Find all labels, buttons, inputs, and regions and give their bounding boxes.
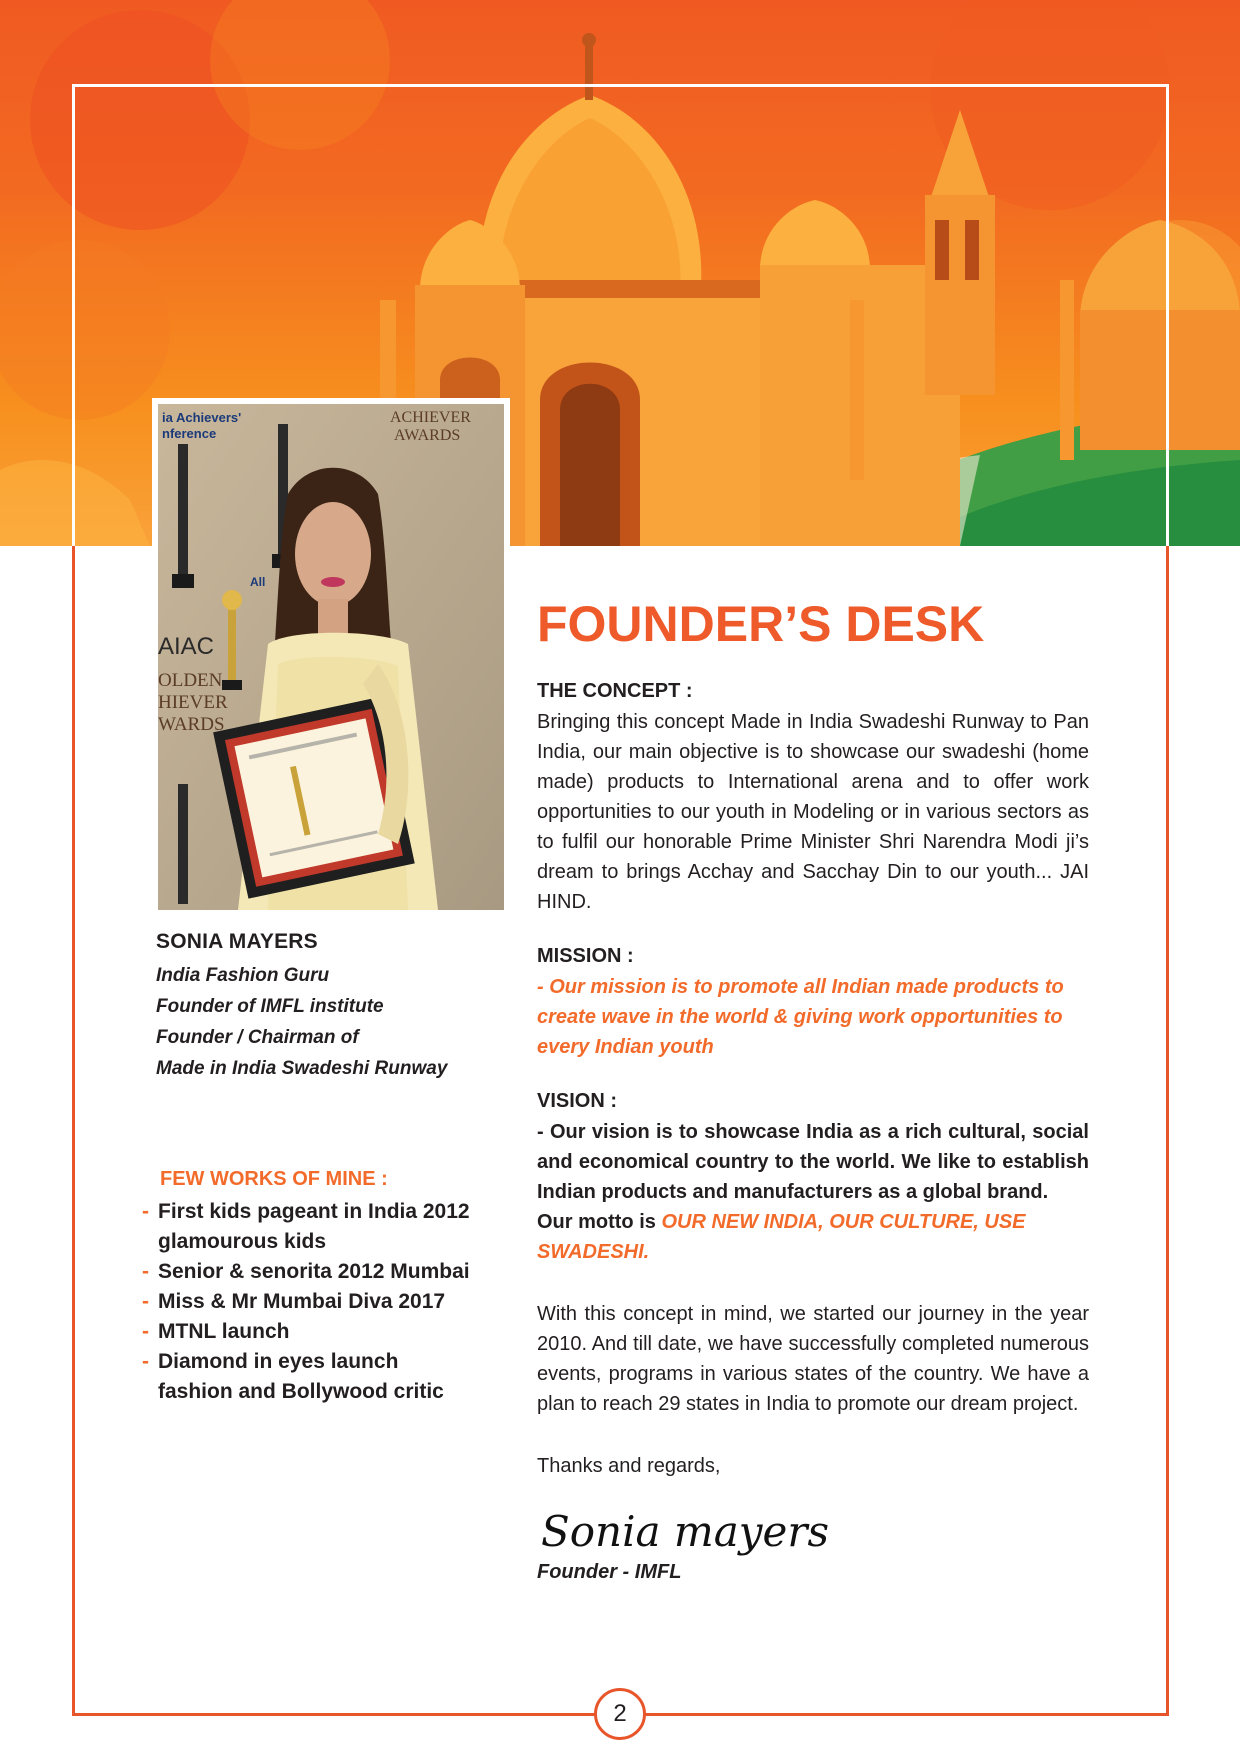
- mission-text: - Our mission is to promote all Indian made products to create wave in the world & giving work opportunities to every Indian youth: [537, 976, 1064, 1058]
- works-item: [140, 1257, 520, 1287]
- founder-name: SONIA MAYERS: [156, 930, 318, 953]
- journey-text: With this concept in mind, we started our journey in the year 2010. And till date, we have successfully completed numerous events, programs in various states of the country. We have a plan to reach 29 states in India to promote our dream project.: [537, 1303, 1089, 1415]
- frame-right: [1166, 546, 1169, 1716]
- backdrop-text: ia Achievers': [162, 410, 242, 425]
- works-item: [140, 1317, 520, 1347]
- backdrop-text: OLDEN: [158, 670, 223, 691]
- works-list: [140, 1197, 520, 1407]
- bullet-dash-icon: -: [142, 1290, 149, 1313]
- backdrop-text: All: [250, 575, 266, 589]
- backdrop-text: HIEVER: [158, 692, 228, 713]
- frame-right-top: [1166, 84, 1169, 546]
- backdrop-text: WARDS: [158, 714, 225, 735]
- profile-role: Founder / Chairman of: [156, 1027, 359, 1048]
- page-title: FOUNDER’S DESK: [537, 596, 985, 652]
- motto-line: [537, 1207, 1089, 1267]
- works-section: [140, 1168, 520, 1407]
- works-item-line: First kids pageant in India 2012: [158, 1200, 470, 1223]
- backdrop-text: nference: [162, 426, 217, 441]
- motto-text: OUR NEW INDIA, OUR CULTURE, USE SWADESHI.: [537, 1211, 1026, 1263]
- works-item-line: Miss & Mr Mumbai Diva 2017: [158, 1290, 446, 1313]
- bullet-dash-icon: -: [142, 1320, 149, 1343]
- signature: Sonia mayers: [541, 1507, 830, 1556]
- founder-photo: [152, 398, 510, 916]
- backdrop-text: ACHIEVER: [390, 409, 471, 426]
- concept-heading: THE CONCEPT :: [537, 680, 693, 702]
- profile-block: [152, 930, 512, 1084]
- frame-bottom-left: [72, 1713, 596, 1716]
- concept-text: Bringing this concept Made in India Swadeshi Runway to Pan India, our main objective is to showcase our swadeshi (home made) products to International arena and to offer work opportunities to our youth in Modeling or in various sectors as to fulfil our honorable Prime Minister Shri Narendra Modi ji’s dream to brings Acchay and Sacchay Din to our youth... JAI HIND.: [537, 711, 1089, 913]
- founders-desk-content: [537, 596, 1089, 1584]
- works-item: [140, 1347, 520, 1407]
- works-item-line: glamourous kids: [158, 1230, 327, 1253]
- founder-portrait-image: [158, 404, 504, 910]
- signature-title: Founder - IMFL: [537, 1561, 682, 1583]
- works-item-line: Senior & senorita 2012 Mumbai: [158, 1260, 470, 1283]
- frame-bottom-right: [644, 1713, 1169, 1716]
- works-item: [140, 1287, 520, 1317]
- mission-heading: MISSION :: [537, 945, 634, 967]
- backdrop-text: AWARDS: [394, 427, 461, 444]
- backdrop-text: AIAC: [158, 633, 215, 660]
- frame-left: [72, 546, 75, 1716]
- works-item-line: MTNL launch: [158, 1320, 290, 1343]
- frame-left-top: [72, 84, 75, 546]
- profile-role: India Fashion Guru: [156, 965, 330, 986]
- frame-top: [72, 84, 1169, 87]
- vision-text: - Our vision is to showcase India as a rich cultural, social and economical country to the world. We like to establish Indian products and manufacturers as a global brand.: [537, 1121, 1089, 1203]
- works-item-line: Diamond in eyes launch: [158, 1350, 399, 1373]
- works-title: FEW WORKS OF MINE :: [160, 1168, 388, 1190]
- page-number: 2: [594, 1688, 646, 1740]
- works-item-line: fashion and Bollywood critic: [158, 1380, 444, 1403]
- motto-prefix: Our motto is: [537, 1211, 662, 1233]
- bullet-dash-icon: -: [142, 1260, 149, 1283]
- bullet-dash-icon: -: [142, 1200, 149, 1223]
- bullet-dash-icon: -: [142, 1350, 149, 1373]
- profile-role: Made in India Swadeshi Runway: [156, 1058, 448, 1079]
- profile-role: Founder of IMFL institute: [156, 996, 384, 1017]
- closing-text: Thanks and regards,: [537, 1455, 721, 1477]
- vision-heading: VISION :: [537, 1090, 618, 1112]
- works-item: [140, 1197, 520, 1257]
